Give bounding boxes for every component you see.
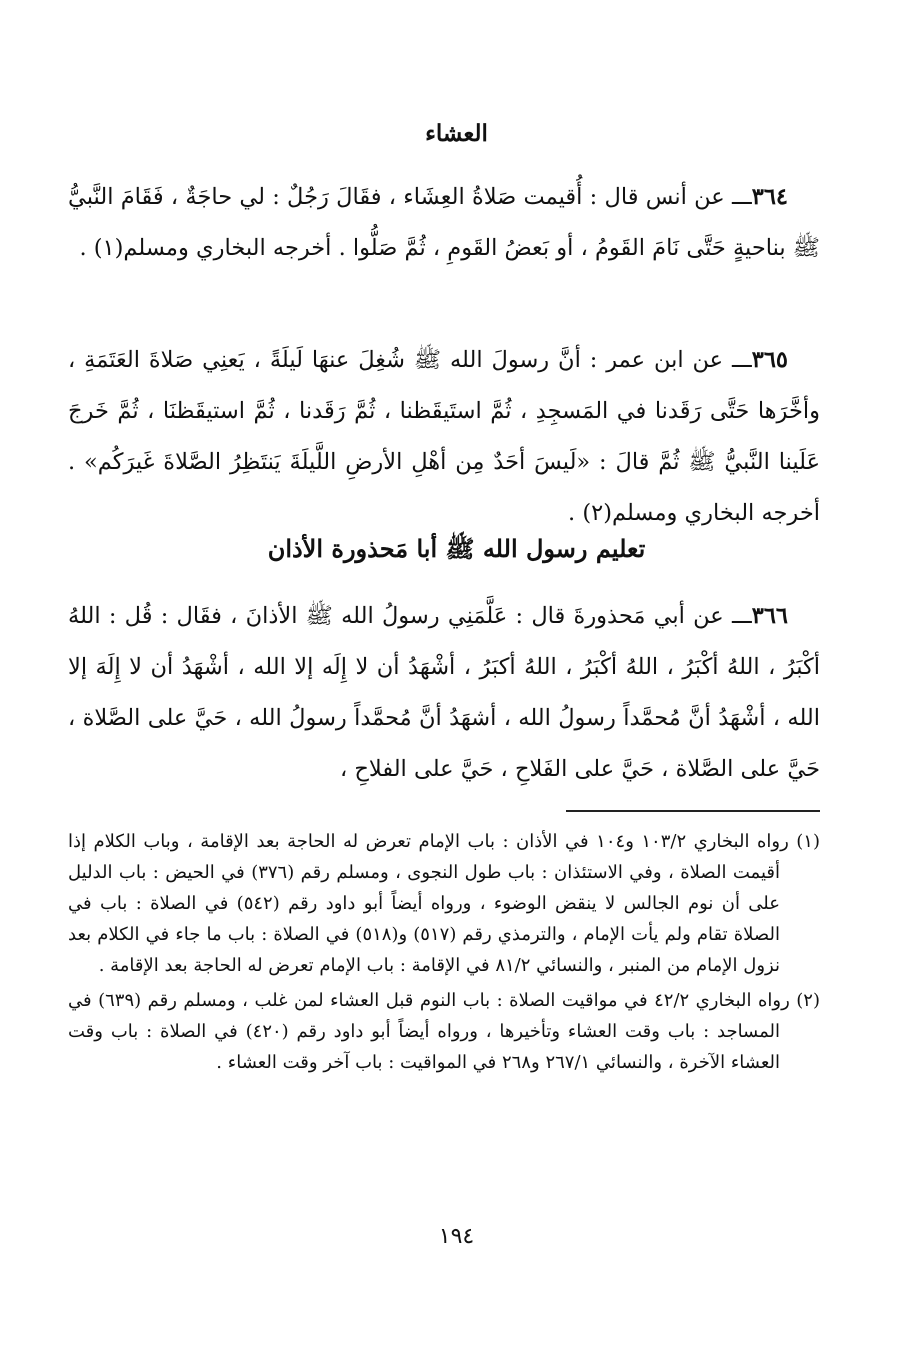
hadith-366-paragraph: [68, 591, 820, 795]
footnote-2: (٢) رواه البخاري ٤٢/٢ في مواقيت الصلاة : باب النوم قبل العشاء لمن غلب ، ومسلم رقم (٦٣٩) في المساجد : باب وقت العشاء وتأخيرها ، ورواه أيضاً أبو داود رقم (٤٢٠) في الصلاة : باب وقت العشاء الآخرة ، والنسائي ٢٦٧/١ و٢٦٨ في المواقيت : باب آخر وقت العشاء .: [68, 990, 820, 1073]
section-title: تعليم رسول الله ﷺ أبا مَحذورة الأذان: [267, 534, 646, 563]
footnotes: [68, 826, 820, 1082]
hadith-365: [68, 335, 820, 539]
hadith-364-paragraph: [68, 172, 820, 274]
hadith-366: [68, 591, 820, 795]
hadith-365-text: ـــ عن ابن عمر : أنَّ رسولَ الله ﷺ شُغِلَ عنهَا لَيلَةً ، يَعنِي صَلاةَ العَتَمَةِ ، وأخَّرَها حَتَّى رَقَدنا في المَسجِدِ ، ثُمَّ استَيقَظنا ، ثُمَّ رَقَدنا ، ثُمَّ استيقَظنَا ، ثُمَّ خَرجَ عَلَينا النَّبيُّ ﷺ ثُمَّ قالَ : «لَيسَ أحَدٌ مِن أهْلِ الأرضِ اللَّيلَةَ يَنتَظِرُ الصَّلاةَ غَيرَكُم» . أخرجه البخاري ومسلم(٢) .: [68, 347, 820, 526]
hadith-364-text: ـــ عن أنس قال : أُقيمت صَلاةُ العِشَاء ، فقَالَ رَجُلٌ : لي حاجَةٌ ، فَقَامَ النَّبيُّ ﷺ بناحيةٍ حَتَّى نَامَ القَومُ ، أو بَعضُ القَومِ ، ثُمَّ صَلُّوا . أخرجه البخاري ومسلم(١) .: [68, 184, 820, 261]
footnote-1: (١) رواه البخاري ١٠٣/٢ و١٠٤ في الأذان : باب الإمام تعرض له الحاجة بعد الإقامة ، وباب الكلام إذا أقيمت الصلاة ، وفي الاستئذان : باب طول النجوى ، ومسلم رقم (٣٧٦) في الحيض : باب الدليل على أن نوم الجالس لا ينقض الوضوء ، ورواه أيضاً أبو داود رقم (٥٤٢) في الصلاة : باب في الصلاة تقام ولم يأت الإمام ، والترمذي رقم (٥١٧) و(٥١٨) في الصلاة : باب ما جاء في الكلام بعد نزول الإمام من المنبر ، والنسائي ٨١/٢ في الإقامة : باب الإمام تعرض له الحاجة بعد الإقامة .: [68, 831, 820, 976]
page-number: ١٩٤: [438, 1224, 475, 1249]
hadith-364-number: ٣٦٤: [751, 184, 788, 210]
hadith-366-text: ـــ عن أبي مَحذورةَ قال : عَلَّمَنِي رسولُ الله ﷺ الأذانَ ، فقَال : قُل : اللهُ أكْبَرُ ، اللهُ أكْبَرُ ، اللهُ أكْبَرُ ، اللهُ أكبَرُ ، أشْهَدُ أن لا إِلَه إلا الله ، أشْهَدُ أن لا إِلَهَ إلا الله ، أشْهَدُ أنَّ مُحمَّداً رسولُ الله ، أشهَدُ أنَّ مُحمَّداً رسولُ الله ، حَيَّ على الصَّلاة ، حَيَّ على الصَّلاة ، حَيَّ على الفَلاحِ ، حَيَّ على الفلاحِ ،: [68, 603, 820, 782]
hadith-366-number: ٣٦٦: [751, 603, 788, 629]
footnote-separator: [566, 810, 820, 812]
hadith-364: [68, 172, 820, 274]
running-head: العشاء: [425, 120, 488, 147]
hadith-365-number: ٣٦٥: [751, 347, 788, 373]
hadith-365-paragraph: [68, 335, 820, 539]
